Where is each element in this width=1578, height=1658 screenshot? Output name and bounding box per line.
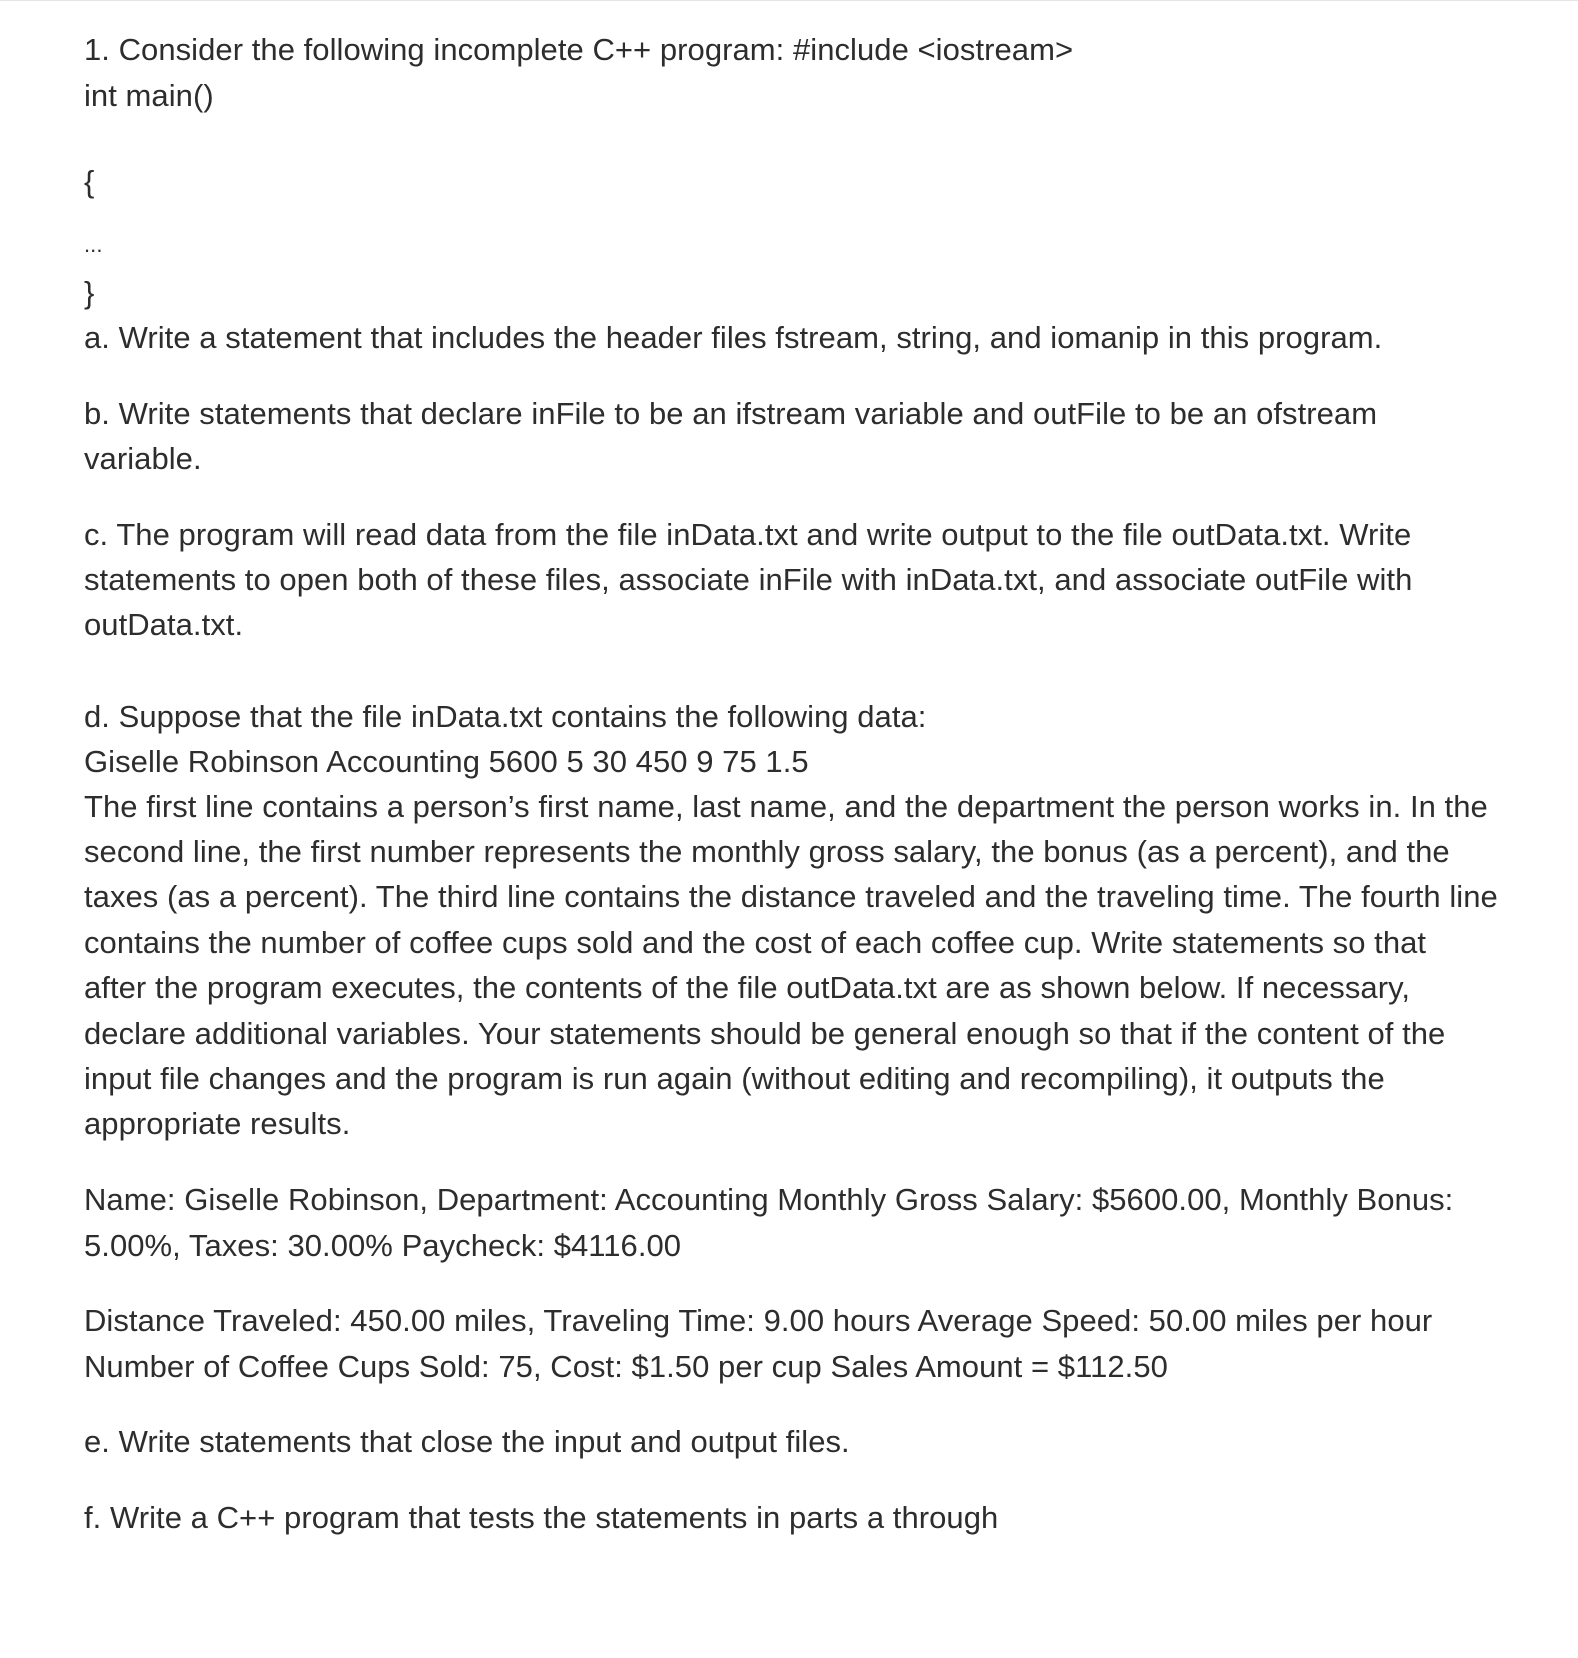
part-d-description-line: second line, the first number represents the monthly gross salary, the bonus (as a percent), and the [84,834,1450,869]
part-d-intro: d. Suppose that the file inData.txt contains the following data: [84,699,927,734]
code-ellipsis: ... [84,232,103,257]
top-divider [0,0,1578,1]
expected-output-line: 5.00%, Taxes: 30.00% Paycheck: $4116.00 [84,1228,682,1263]
part-a-text: a. Write a statement that includes the header files fstream, string, and iomanip in this program. [84,320,1383,355]
part-d-description-line: The first line contains a person’s first name, last name, and the department the person works in. In the [84,789,1488,824]
code-open-brace: { [84,164,95,199]
part-d-description-line: appropriate results. [84,1106,351,1141]
part-d-description-line: contains the number of coffee cups sold and the cost of each coffee cup. Write statements so that [84,925,1427,960]
code-main-signature: int main() [84,78,214,113]
expected-output-line: Distance Traveled: 450.00 miles, Traveling Time: 9.00 hours Average Speed: 50.00 miles per hour [84,1303,1433,1338]
part-e-text: e. Write statements that close the input and output files. [84,1424,850,1459]
code-close-brace: } [84,275,95,310]
part-c-line: statements to open both of these files, associate inFile with inData.txt, and associate outFile with [84,562,1413,597]
part-d-description-line: input file changes and the program is run again (without editing and recompiling), it outputs the [84,1061,1385,1096]
part-b-line: b. Write statements that declare inFile to be an ifstream variable and outFile to be an ofstream [84,396,1378,431]
part-d-description-line: taxes (as a percent). The third line contains the distance traveled and the traveling time. The fourth line [84,879,1498,914]
part-d-description-line: declare additional variables. Your statements should be general enough so that if the content of the [84,1016,1446,1051]
part-c-line: c. The program will read data from the file inData.txt and write output to the file outData.txt. Write [84,517,1412,552]
part-d-description-line: after the program executes, the contents of the file outData.txt are as shown below. If necessary, [84,970,1410,1005]
part-c-line: outData.txt. [84,607,244,642]
expected-output-line: Name: Giselle Robinson, Department: Accounting Monthly Gross Salary: $5600.00, Monthly Bonus: [84,1182,1454,1217]
expected-output-line: Number of Coffee Cups Sold: 75, Cost: $1.50 per cup Sales Amount = $112.50 [84,1349,1168,1384]
part-f-text: f. Write a C++ program that tests the statements in parts a through [84,1500,999,1535]
part-b-line: variable. [84,441,202,476]
part-d-data-line: Giselle Robinson Accounting 5600 5 30 450 9 75 1.5 [84,744,809,779]
question-intro: 1. Consider the following incomplete C++ program: #include <iostream> [84,32,1074,67]
